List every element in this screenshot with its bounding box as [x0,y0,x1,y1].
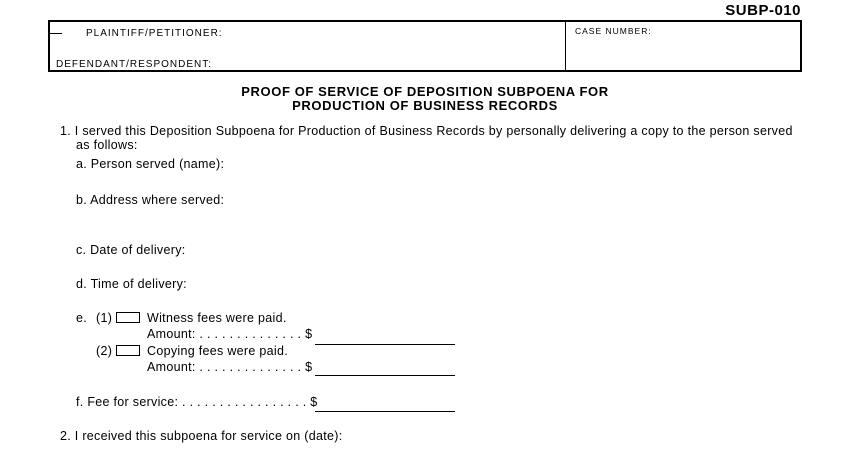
plaintiff-label: PLAINTIFF/PETITIONER: [86,28,223,39]
form-title-line1: PROOF OF SERVICE OF DEPOSITION SUBPOENA FOR [241,84,609,99]
case-number-label: CASE NUMBER: [575,26,652,36]
witness-fees-label: Witness fees were paid. [147,311,287,325]
caption-divider [565,22,566,70]
case-caption-box [48,20,802,72]
item1-e-label: e. [76,311,88,325]
item1-f-label: f. Fee for service: . . . . . . . . . . . . . . . . . $ [76,395,318,409]
copying-fees-amount-line[interactable] [315,375,455,376]
item1-line2: as follows: [76,138,138,152]
item2-line: 2. I received this subpoena for service on (date): [60,429,343,443]
copying-fees-checkbox[interactable] [116,345,140,356]
item1-d-label: d. Time of delivery: [76,277,187,291]
form-id: SUBP-010 [725,2,801,19]
item1-a-label: a. Person served (name): [76,157,225,171]
item1-b-label: b. Address where served: [76,193,225,207]
item1-line1: 1. I served this Deposition Subpoena for Production of Business Records by personally delivering a copy to the person served [60,124,793,138]
caption-corner-mark [48,33,62,34]
witness-fees-amount-label: Amount: . . . . . . . . . . . . . . $ [147,327,313,341]
witness-fees-amount-line[interactable] [315,344,455,345]
defendant-label: DEFENDANT/RESPONDENT: [56,59,213,70]
copying-fees-amount-label: Amount: . . . . . . . . . . . . . . $ [147,360,313,374]
item1-c-label: c. Date of delivery: [76,243,186,257]
witness-fees-checkbox[interactable] [116,312,140,323]
copying-fees-label: Copying fees were paid. [147,344,289,358]
service-fee-line[interactable] [315,411,455,412]
item1-e2-number: (2) [96,344,113,358]
form-title-line2: PRODUCTION OF BUSINESS RECORDS [292,98,558,113]
item1-e1-number: (1) [96,311,113,325]
